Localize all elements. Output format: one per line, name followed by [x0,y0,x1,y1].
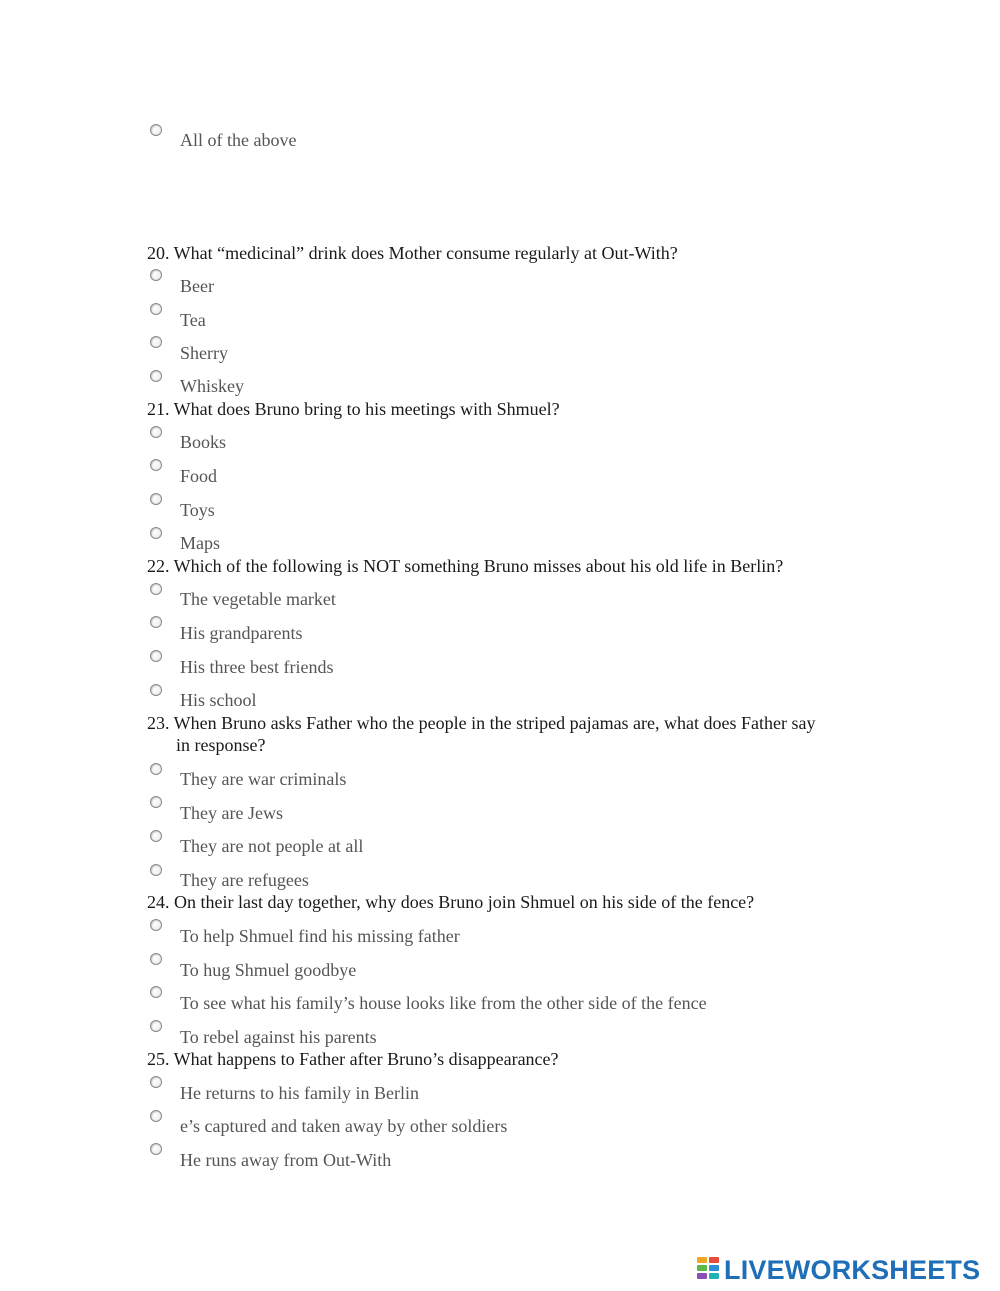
option-label: They are Jews [180,803,283,823]
radio-button[interactable] [150,493,162,505]
radio-button[interactable] [150,919,162,931]
option-label: He returns to his family in Berlin [180,1083,419,1103]
option-label: All of the above [180,130,297,150]
logo-text: LIVEWORKSHEETS [724,1255,981,1285]
option-label: Whiskey [180,376,244,396]
option-label: Beer [180,276,214,296]
option-label: Tea [180,310,206,330]
option-label: To hug Shmuel goodbye [180,960,357,980]
question-21: 21. What does Bruno bring to his meetings with Shmuel? [147,399,560,419]
radio-button[interactable] [150,1076,162,1088]
radio-button[interactable] [150,796,162,808]
radio-button[interactable] [150,459,162,471]
question-24: 24. On their last day together, why does Bruno join Shmuel on his side of the fence? [147,892,755,912]
logo-mark-icon [697,1257,721,1283]
question-22: 22. Which of the following is NOT something Bruno misses about his old life in Berlin? [147,556,784,576]
radio-button[interactable] [150,527,162,539]
radio-button[interactable] [150,864,162,876]
option-label: e’s captured and taken away by other soldiers [180,1116,508,1136]
option-label: He runs away from Out-With [180,1150,392,1170]
option-label: They are refugees [180,870,309,890]
radio-button[interactable] [150,650,162,662]
option-label: His grandparents [180,623,303,643]
radio-button[interactable] [150,1020,162,1032]
radio-button[interactable] [150,336,162,348]
option-label: To see what his family’s house looks like from the other side of the fence [180,993,707,1013]
option-label: The vegetable market [180,589,336,609]
radio-button[interactable] [150,1110,162,1122]
radio-button[interactable] [150,830,162,842]
liveworksheets-logo [697,1256,980,1284]
radio-button[interactable] [150,684,162,696]
radio-button[interactable] [150,583,162,595]
question-text: 23. When Bruno asks Father who the people in the striped pajamas are, what does Father say [147,713,816,733]
radio-button[interactable] [150,124,162,136]
radio-button[interactable] [150,303,162,315]
option-label: Sherry [180,343,228,363]
option-label: His school [180,690,257,710]
radio-button[interactable] [150,763,162,775]
option-label: They are not people at all [180,836,364,856]
radio-button[interactable] [150,269,162,281]
option-label: His three best friends [180,657,334,677]
question-23 [147,712,816,756]
radio-button[interactable] [150,616,162,628]
question-25: 25. What happens to Father after Bruno’s disappearance? [147,1049,559,1069]
option-label: To help Shmuel find his missing father [180,926,460,946]
radio-button[interactable] [150,370,162,382]
option-label: Books [180,432,227,452]
radio-button[interactable] [150,953,162,965]
option-label: Food [180,466,218,486]
option-label: Maps [180,533,220,553]
question-20: 20. What “medicinal” drink does Mother consume regularly at Out-With? [147,243,678,263]
radio-button[interactable] [150,1143,162,1155]
question-text-continued: in response? [176,735,266,755]
radio-button[interactable] [150,986,162,998]
option-label: To rebel against his parents [180,1027,377,1047]
option-label: Toys [180,500,215,520]
radio-button[interactable] [150,426,162,438]
option-label: They are war criminals [180,769,347,789]
